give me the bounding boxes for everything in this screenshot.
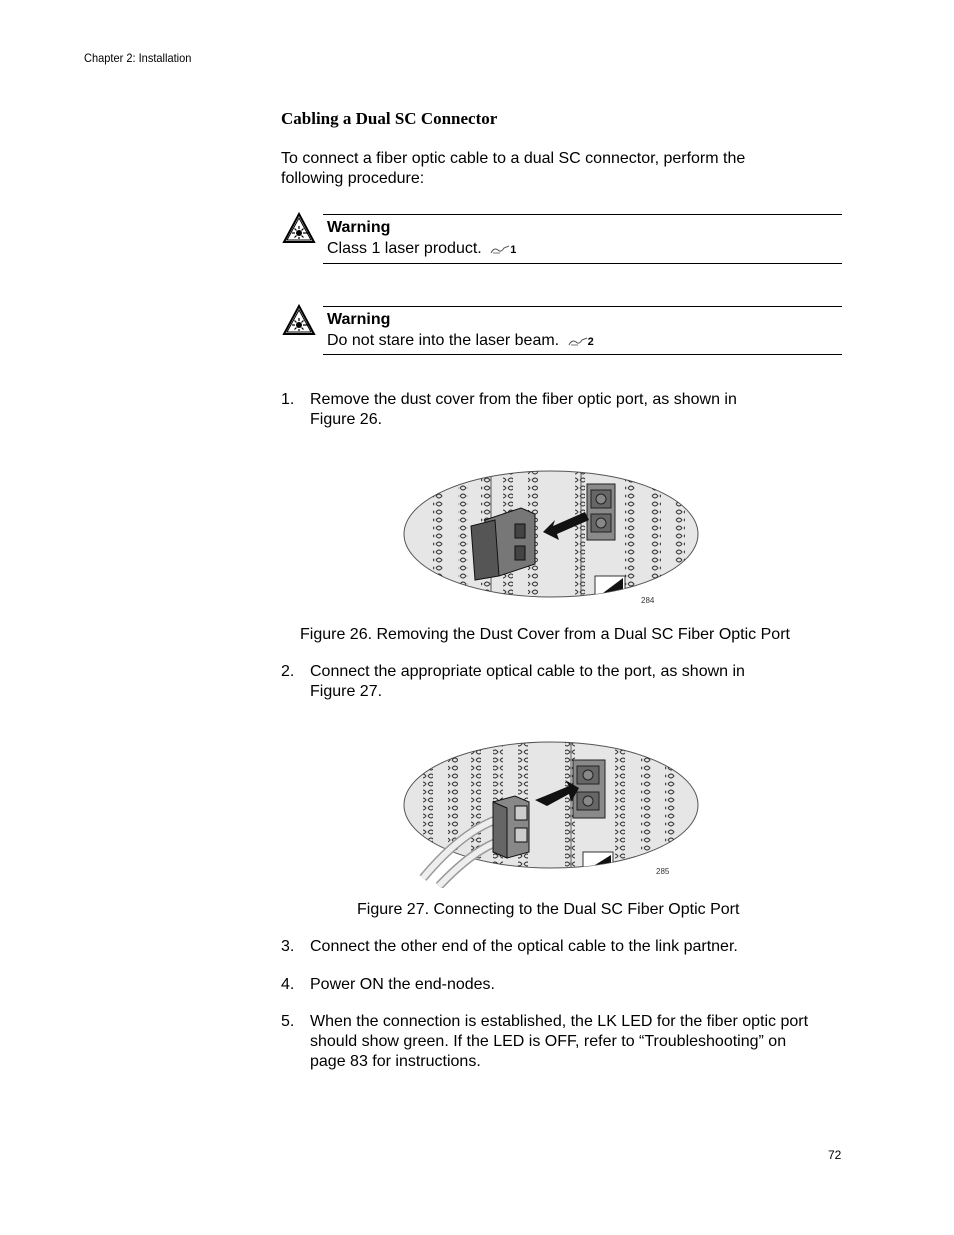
translation-reference [490, 244, 516, 256]
hand-pointer-icon [568, 337, 588, 347]
warning-text [323, 238, 842, 262]
reference-number: 1 [510, 244, 517, 256]
laser-warning-icon [282, 212, 316, 249]
step-number: 1. [281, 391, 295, 408]
warning-box-1 [323, 214, 842, 264]
figure-caption: Figure 27. Connecting to the Dual SC Fiber Optic Port [357, 901, 740, 918]
figure-id: 285 [656, 867, 670, 876]
reference-number: 2 [587, 336, 594, 348]
step-line: Connect the appropriate optical cable to the port, as shown in [310, 663, 745, 680]
intro-paragraph [281, 149, 745, 189]
section-title: Cabling a Dual SC Connector [281, 109, 498, 128]
step-text [310, 1012, 808, 1072]
warning-text [323, 330, 842, 354]
step-number: 3. [281, 938, 295, 955]
warning-title: Warning [327, 219, 391, 236]
hand-pointer-icon [490, 245, 510, 255]
step-text [310, 662, 745, 702]
page-number: 72 [828, 1148, 842, 1162]
figure-26-illustration [403, 468, 703, 608]
step-line: Power ON the end-nodes. [310, 976, 495, 993]
step-line: Remove the dust cover from the fiber optic port, as shown in [310, 391, 737, 408]
step-number: 4. [281, 976, 295, 993]
intro-line-1: To connect a fiber optic cable to a dual SC connector, perform the [281, 150, 746, 167]
step-text [310, 390, 737, 430]
step-line: Figure 26. [310, 411, 383, 428]
step-number: 2. [281, 663, 295, 680]
warning-box-2 [323, 306, 842, 355]
step-line: When the connection is established, the LK LED for the fiber optic port [310, 1013, 809, 1030]
step-line: Connect the other end of the optical cable to the link partner. [310, 938, 738, 955]
figure-caption: Figure 26. Removing the Dust Cover from a Dual SC Fiber Optic Port [300, 626, 790, 643]
step-text [310, 975, 495, 995]
intro-line-2: following procedure: [281, 170, 425, 187]
warning-title: Warning [327, 311, 391, 328]
warning-text-content: Class 1 laser product. [327, 240, 482, 257]
warning-text-content: Do not stare into the laser beam. [327, 332, 560, 349]
step-line: should show green. If the LED is OFF, refer to “Troubleshooting” on [310, 1033, 787, 1050]
step-line: Figure 27. [310, 683, 383, 700]
translation-reference [568, 336, 594, 348]
step-text [310, 937, 738, 957]
step-line: page 83 for instructions. [310, 1053, 481, 1070]
figure-id: 284 [641, 596, 655, 605]
laser-warning-icon [282, 304, 316, 341]
chapter-header: Chapter 2: Installation [84, 51, 192, 65]
step-number: 5. [281, 1013, 295, 1030]
